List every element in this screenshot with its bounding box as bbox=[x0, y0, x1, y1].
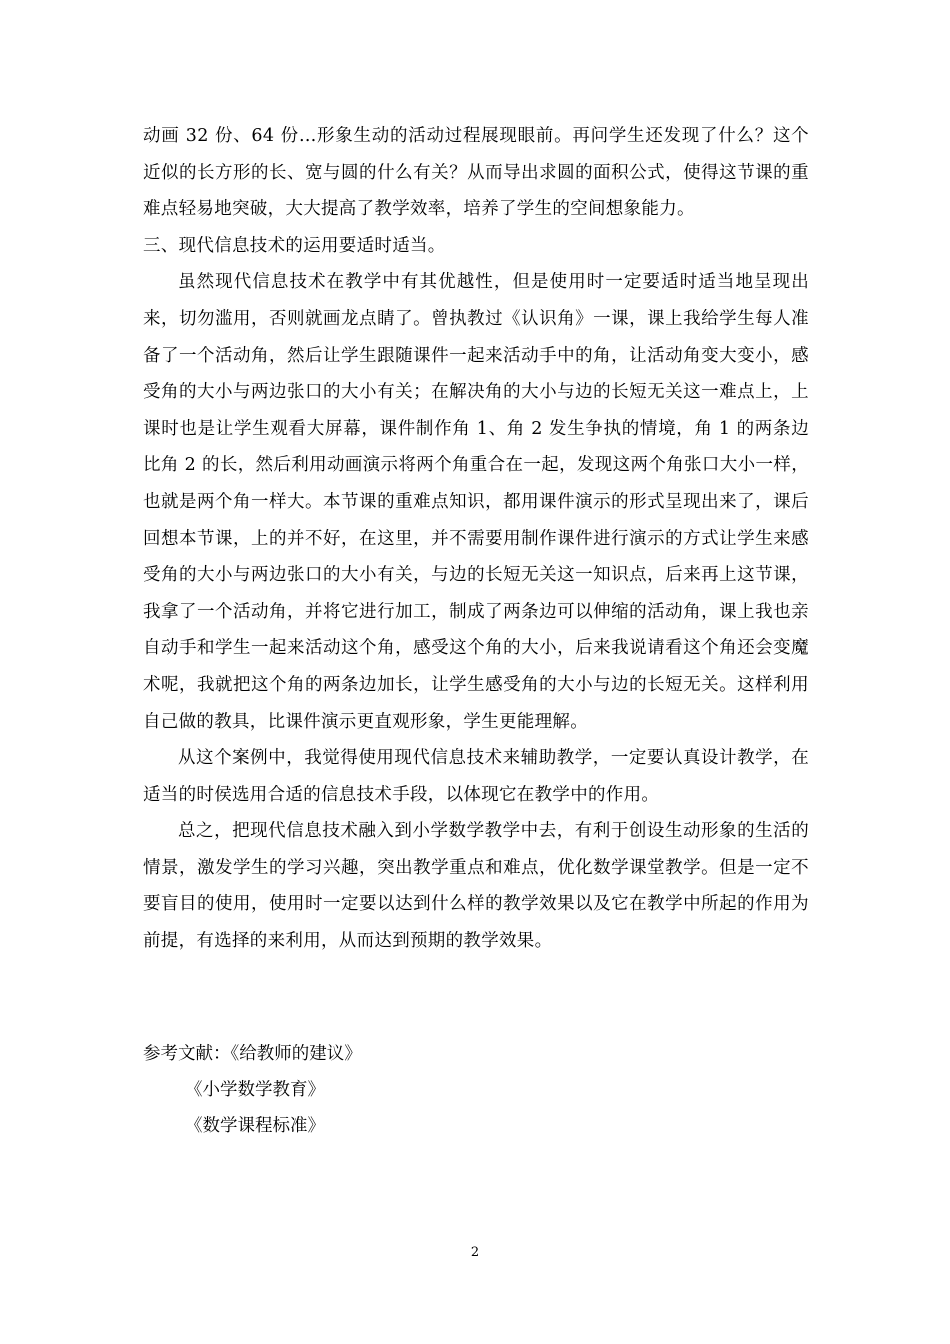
reference-line-first bbox=[143, 1036, 809, 1072]
paragraph-conclusion: 总之，把现代信息技术融入到小学数学教学中去，有利于创设生动形象的生活的情景，激发学生的学习兴趣，突出教学重点和难点，优化数学课堂教学。但是一定不要盲目的使用，使用时一定要以达到什么样的教学效果以及它在教学中所起的作用为前提，有选择的来利用，从而达到预期的教学效果。 bbox=[143, 821, 809, 952]
page-number: 2 bbox=[470, 1245, 480, 1260]
reference-item: 《数学课程标准》 bbox=[185, 1116, 325, 1136]
reference-item: 《给教师的建议》 bbox=[230, 1044, 362, 1064]
paragraph-continuation: 动画 32 份、64 份…形象生动的活动过程展现眼前。再问学生还发现了什么？这个近似的长方形的长、宽与圆的什么有关？从而导出求圆的面积公式，使得这节课的重难点轻易地突破，大大提高了教学效率，培养了学生的空间想象能力。 bbox=[143, 126, 809, 220]
document-body bbox=[143, 118, 809, 960]
paragraph-case-study: 虽然现代信息技术在教学中有其优越性，但是使用时一定要适时适当地呈现出来，切勿滥用，否则就画龙点睛了。曾执教过《认识角》一课，课上我给学生每人准备了一个活动角，然后让学生跟随课件一起来活动手中的角，让活动角变大变小，感受角的大小与两边张口的大小有关；在解决角的大小与边的长短无关这一难点上，上课时也是让学生观看大屏幕，课件制作角 1、角 2 发生争执的情境，角 1 的两条边比角 2 的长，然后利用动画演示将两个角重合在一起，发现这两个角张口大小一样，也就是两个角一样大。本节课的重难点知识，都用课件演示的形式呈现出来了，课后回想本节课，上的并不好，在这里，并不需要用制作课件进行演示的方式让学生来感受角的大小与两边张口的大小有关，与边的长短无关这一知识点，后来再上这节课，我拿了一个活动角，并将它进行加工，制成了两条边可以伸缩的活动角，课上我也亲自动手和学生一起来活动这个角，感受这个角的大小，后来我说请看这个角还会变魔术呢，我就把这个角的两条边加长，让学生感受角的大小与边的长短无关。这样利用自己做的教具，比课件演示更直观形象，学生更能理解。 bbox=[143, 272, 809, 732]
paragraph-reflection: 从这个案例中，我觉得使用现代信息技术来辅助教学，一定要认真设计教学，在适当的时侯选用合适的信息技术手段，以体现它在教学中的作用。 bbox=[143, 748, 809, 805]
references-section bbox=[143, 1036, 809, 1144]
references-label: 参考文献： bbox=[143, 1044, 231, 1064]
section-heading: 三、现代信息技术的运用要适时适当。 bbox=[143, 235, 446, 256]
reference-item: 《小学数学教育》 bbox=[185, 1080, 325, 1100]
